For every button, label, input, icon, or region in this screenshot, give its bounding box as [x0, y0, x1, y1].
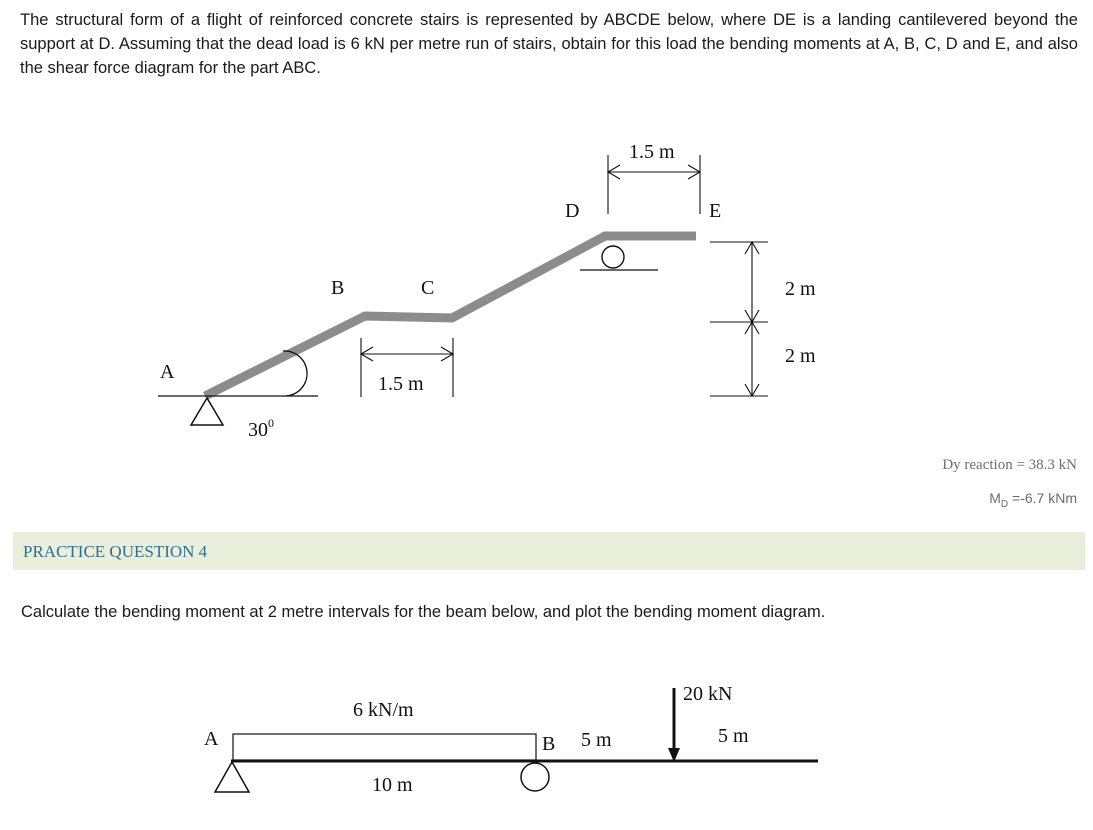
practice-title: PRACTICE QUESTION 4: [23, 542, 208, 561]
practice-header: [13, 532, 1085, 570]
point-load-label: 20 kN: [683, 683, 733, 705]
md-answer: [989, 490, 1077, 510]
beam-label-b: B: [542, 733, 556, 755]
pin-support-a: [191, 398, 223, 425]
span-ab-label: 10 m: [372, 774, 413, 796]
problem-statement: The structural form of a flight of reinforced concrete stairs is represented by ABCDE below, where DE is a landing cantilevered beyond the support at D. Assuming that the dead load is 6 kN per metre run of stairs, obtain for this load the bending moments at A, B, C, D and E, and also the shear force diagram for the part ABC.: [20, 11, 1078, 77]
span-load-end-label: 5 m: [718, 725, 749, 747]
md-value: =-6.7 kNm: [1008, 490, 1077, 506]
roller-support-beam-b: [521, 763, 549, 791]
span-b-load-label: 5 m: [581, 729, 612, 751]
label-c: C: [421, 277, 435, 299]
label-b: B: [331, 277, 345, 299]
angle-degree: 0: [268, 416, 274, 430]
md-prefix: M: [989, 490, 1001, 506]
dim-height-upper-label: 2 m: [785, 278, 816, 300]
roller-support-d: [602, 246, 624, 268]
practice-question: Calculate the bending moment at 2 metre intervals for the beam below, and plot the bending moment diagram.: [21, 603, 826, 621]
stair-member: [205, 236, 696, 396]
dim-top-label: 1.5 m: [629, 141, 675, 163]
dim-mid-label: 1.5 m: [378, 373, 424, 395]
pin-support-beam-a: [215, 762, 249, 792]
dy-reaction-answer: Dy reaction = 38.3 kN: [942, 457, 1077, 473]
label-e: E: [709, 200, 722, 222]
udl-block: [233, 734, 536, 760]
md-subscript: D: [1000, 498, 1009, 510]
dim-height-lower-label: 2 m: [785, 345, 816, 367]
beam-label-a: A: [204, 728, 219, 750]
angle-value: 30: [248, 419, 268, 441]
angle-label: [248, 416, 274, 441]
label-a: A: [160, 361, 175, 383]
udl-label: 6 kN/m: [353, 699, 414, 721]
label-d: D: [565, 200, 580, 222]
